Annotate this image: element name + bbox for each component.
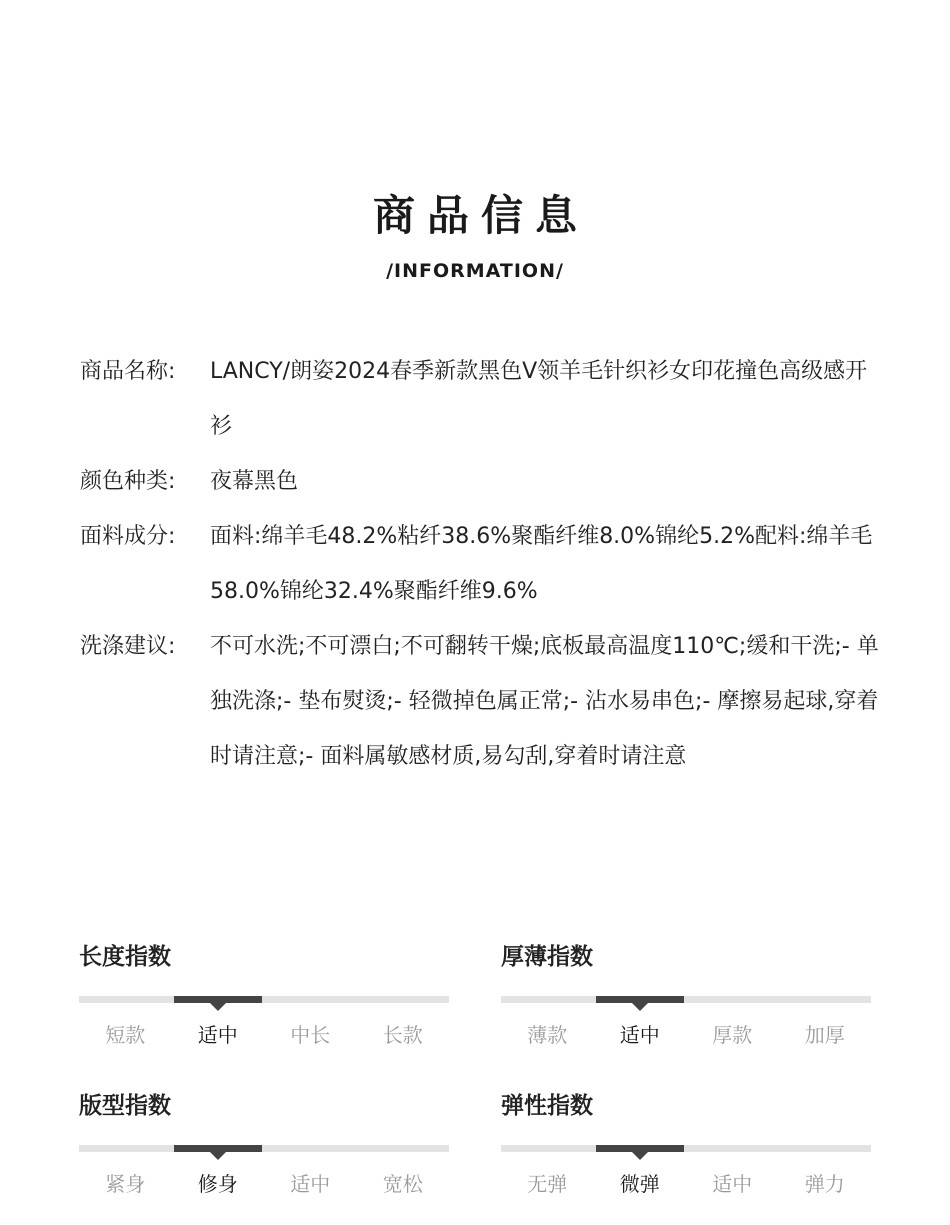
index-option: 适中 [197, 1023, 238, 1047]
index-options [501, 1171, 871, 1197]
page-subtitle: /INFORMATION/ [386, 260, 564, 282]
index-options [501, 1022, 871, 1048]
index-option: 微弹 [619, 1172, 660, 1196]
index-option: 适中 [619, 1023, 660, 1047]
index-marker [174, 996, 262, 1003]
index-option: 短款 [105, 1023, 146, 1047]
index-bar [501, 996, 871, 1003]
index-option: 薄款 [527, 1023, 568, 1047]
info-row-washing [80, 619, 880, 784]
index-option: 宽松 [382, 1172, 423, 1196]
index-title: 版型指数 [79, 1093, 171, 1119]
info-label: 洗涤建议: [80, 634, 176, 659]
index-option: 适中 [290, 1172, 331, 1196]
info-label: 商品名称: [80, 359, 176, 384]
info-row-product-name [80, 344, 880, 454]
index-option: 紧身 [105, 1172, 146, 1196]
info-label: 面料成分: [80, 524, 176, 549]
info-row-fabric [80, 509, 880, 619]
index-option: 中长 [290, 1023, 331, 1047]
thickness-index [501, 942, 871, 1048]
fit-index [79, 1091, 449, 1197]
index-option: 厚款 [712, 1023, 753, 1047]
index-option: 长款 [382, 1023, 423, 1047]
index-option: 无弹 [527, 1172, 568, 1196]
info-value: 面料:绵羊毛48.2%粘纤38.6%聚酯纤维8.0%锦纶5.2%配料:绵羊毛58.0%锦纶32.4%聚酯纤维9.6% [210, 524, 873, 604]
index-option: 加厚 [804, 1023, 845, 1047]
index-bar [79, 1145, 449, 1152]
index-options [79, 1022, 449, 1048]
info-value: LANCY/朗姿2024春季新款黑色V领羊毛针织衫女印花撞色高级感开衫 [210, 359, 868, 439]
info-value: 夜幕黑色 [210, 469, 299, 494]
index-options [79, 1171, 449, 1197]
index-bar [79, 996, 449, 1003]
index-option: 修身 [197, 1172, 238, 1196]
index-option: 适中 [712, 1172, 753, 1196]
index-marker [596, 1145, 684, 1152]
length-index [79, 942, 449, 1048]
header [0, 188, 950, 284]
index-marker [174, 1145, 262, 1152]
info-value: 不可水洗;不可漂白;不可翻转干燥;底板最高温度110℃;缓和干洗;- 单独洗涤;- 垫布熨烫;- 轻微掉色属正常;- 沾水易串色;- 摩擦易起球,穿着时请注意;- 面料属敏感材质,易勾刮,穿着时请注意 [210, 634, 879, 769]
page-title: 商品信息 [372, 191, 589, 240]
index-title: 厚薄指数 [501, 944, 593, 970]
index-bar [501, 1145, 871, 1152]
index-option: 弹力 [804, 1172, 845, 1196]
info-row-color [80, 454, 880, 509]
index-title: 弹性指数 [501, 1093, 593, 1119]
product-info [80, 344, 880, 784]
info-label: 颜色种类: [80, 469, 176, 494]
index-title: 长度指数 [79, 944, 171, 970]
elasticity-index [501, 1091, 871, 1197]
index-marker [596, 996, 684, 1003]
